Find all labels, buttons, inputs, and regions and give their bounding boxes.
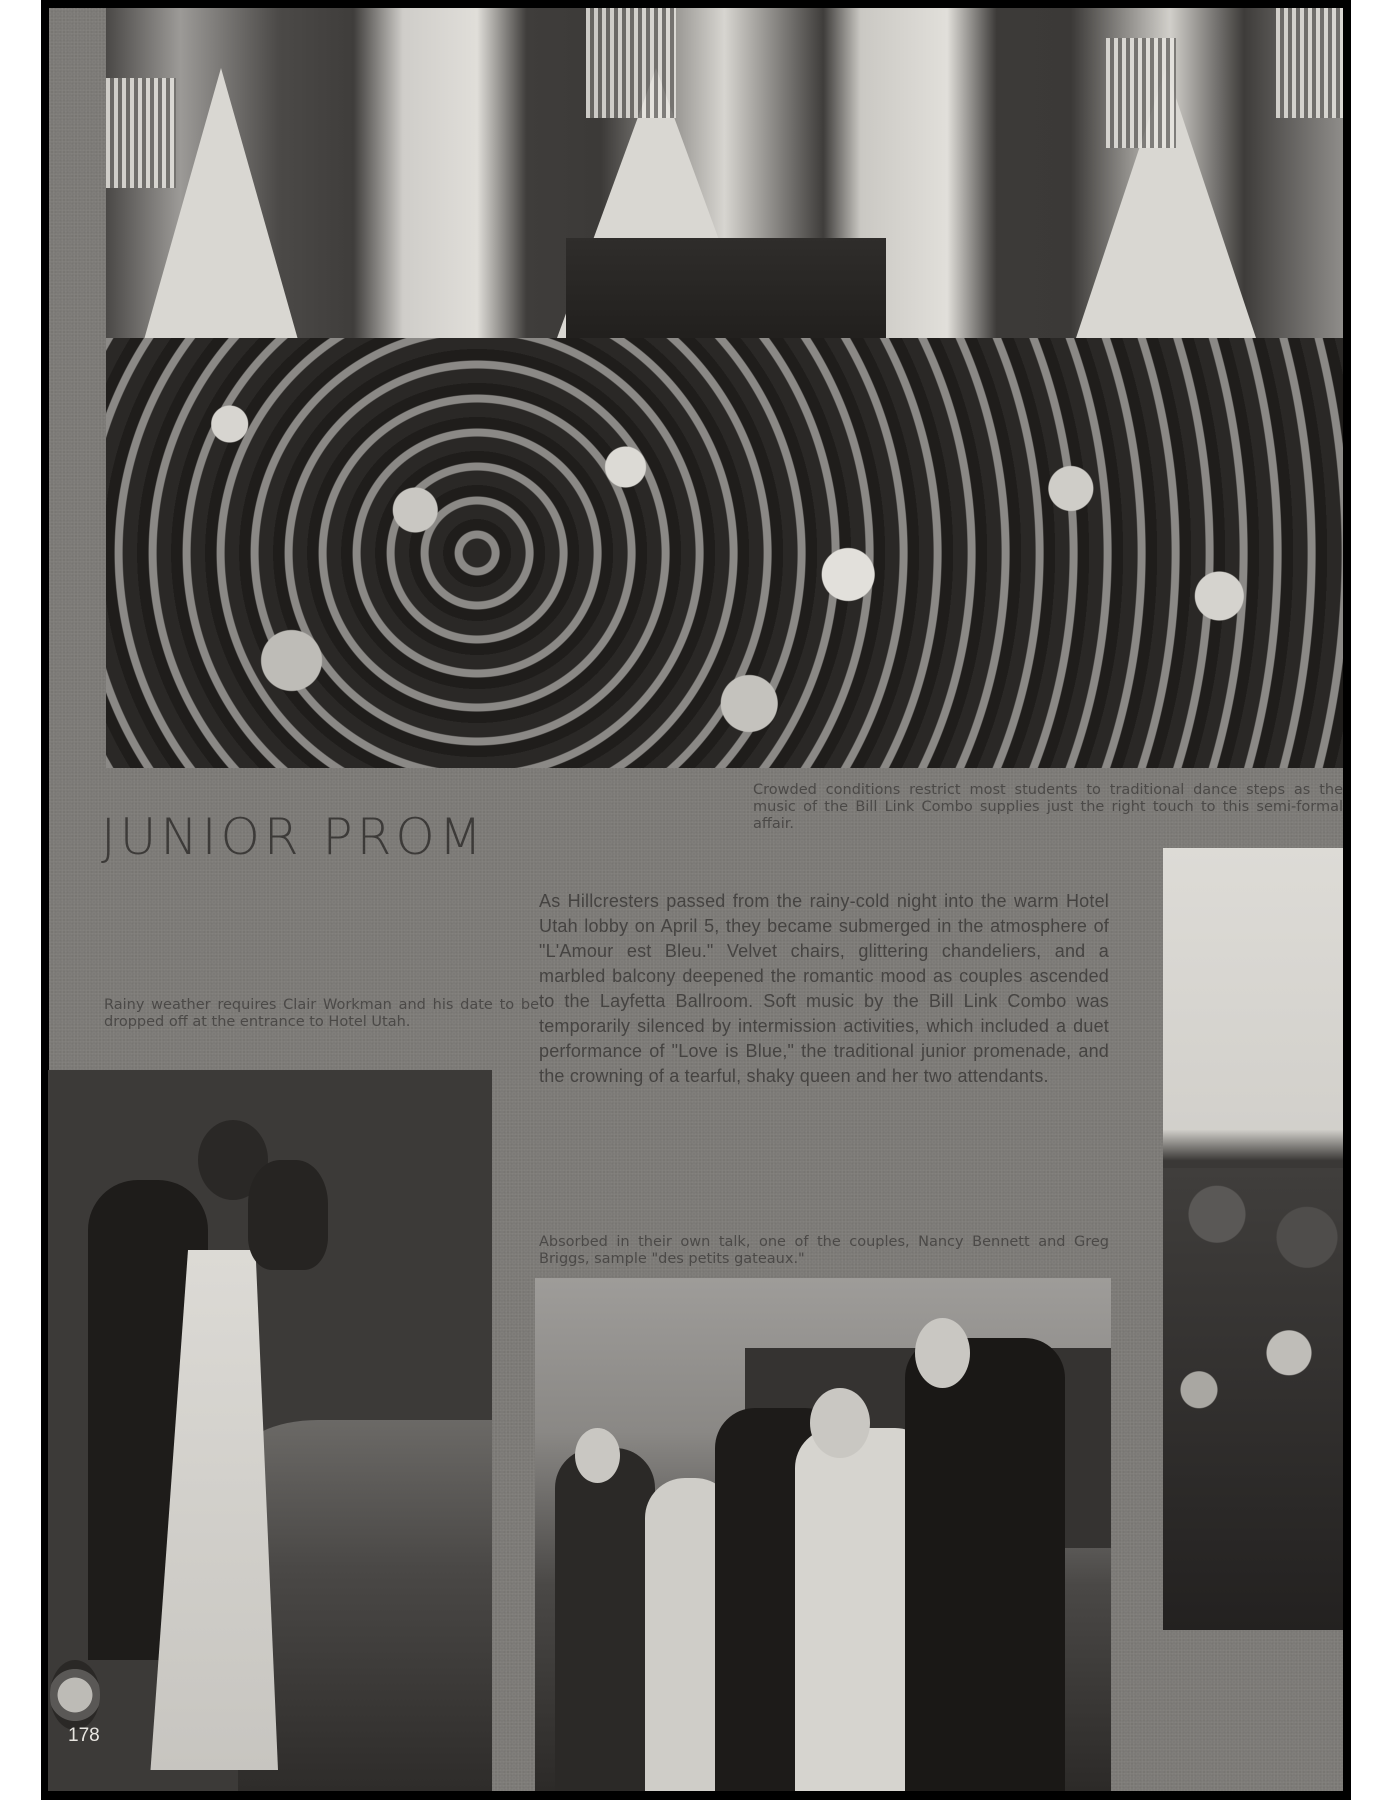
face: [810, 1388, 870, 1458]
car-photo-caption: Rainy weather requires Clair Workman and his date to be dropped off at the entrance to Hotel Utah.: [104, 997, 539, 1030]
yearbook-page: [49, 8, 1343, 1791]
person: [555, 1448, 655, 1791]
article-body: As Hillcresters passed from the rainy-cold night into the warm Hotel Utah lobby on April 5, they became submerged in the atmosphere of "L'Amour est Bleu." Velvet chairs, glittering chandeliers, and a marbled balcony deepened the romantic mood as couples ascended to the Layfetta Ballroom. Soft music by the Bill Link Combo was temporarily silenced by intermission activities, which included a duet performance of "Love is Blue," the traditional junior promenade, and the crowning of a tearful, shaky queen and her two attendants.: [539, 891, 1109, 1086]
page-title: JUNIOR PROM: [101, 808, 486, 866]
face: [915, 1318, 970, 1388]
dancers-group: [1163, 1168, 1343, 1630]
chandelier: [1276, 8, 1343, 118]
chandelier: [1106, 38, 1176, 148]
couples-photo-caption: Absorbed in their own talk, one of the couples, Nancy Bennett and Greg Briggs, sample "des petits gateaux.": [539, 1234, 1109, 1267]
couples-refreshments-photo: [535, 1278, 1111, 1791]
page-number: 178: [68, 1725, 100, 1746]
chandelier: [106, 78, 176, 188]
ballroom-dance-photo: [106, 8, 1343, 768]
chandelier: [586, 8, 676, 118]
woman-head: [248, 1160, 328, 1270]
person-greg-briggs: [905, 1338, 1065, 1791]
face: [575, 1428, 620, 1483]
dancers-side-photo: [1163, 848, 1343, 1630]
car-arrival-photo: [48, 1070, 492, 1791]
dancing-crowd: [106, 338, 1343, 768]
car-headlight: [50, 1660, 100, 1730]
ballroom-photo-caption: Crowded conditions restrict most students to traditional dance steps as the music of the Bill Link Combo supplies just the right touch to this semi-formal affair.: [753, 782, 1343, 832]
